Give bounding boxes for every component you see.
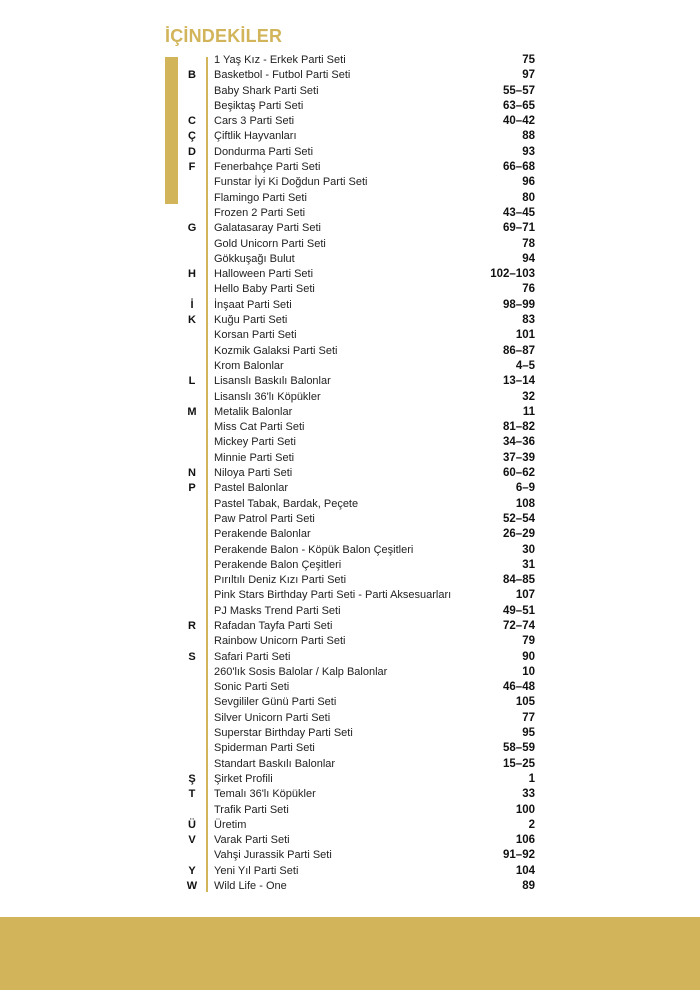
toc-page-number: 66–68 <box>503 161 535 174</box>
toc-entry-label[interactable]: Safari Parti Seti <box>214 650 291 663</box>
section-letter: G <box>187 222 197 235</box>
toc-row[interactable] <box>0 481 700 496</box>
toc-page-number: 104 <box>515 864 535 877</box>
toc-row[interactable] <box>0 221 700 236</box>
toc-page-number: 33 <box>522 788 535 801</box>
toc-row[interactable] <box>0 191 700 206</box>
toc-page-number: 78 <box>522 237 535 250</box>
section-letter: Ş <box>188 772 196 785</box>
toc-page-number: 93 <box>522 145 535 158</box>
toc-row[interactable] <box>0 114 700 129</box>
toc-row[interactable] <box>0 848 700 863</box>
toc-page-number: 26–29 <box>503 528 535 541</box>
toc-row[interactable] <box>0 374 700 389</box>
toc-entry-label[interactable]: Basketbol - Futbol Parti Seti <box>214 69 351 82</box>
toc-page-number: 11 <box>522 405 535 418</box>
toc-entry-label[interactable]: Fenerbahçe Parti Seti <box>214 161 321 174</box>
toc-entry-label[interactable]: Silver Unicorn Parti Seti <box>214 711 331 724</box>
toc-entry-label[interactable]: 1 Yaş Kız - Erkek Parti Seti <box>214 54 346 66</box>
toc-entry-label[interactable]: Yeni Yıl Parti Seti <box>214 864 299 877</box>
toc-entry-label[interactable]: Rafadan Tayfa Parti Seti <box>214 619 333 632</box>
toc-row[interactable] <box>0 604 700 619</box>
toc-page-number: 89 <box>522 880 535 893</box>
toc-entry-label[interactable]: Lisanslı 36'lı Köpükler <box>214 390 321 403</box>
toc-row[interactable] <box>0 772 700 787</box>
toc-entry-label[interactable]: Üretim <box>214 818 247 831</box>
toc-row[interactable] <box>0 145 700 160</box>
toc-entry-label[interactable]: Kozmik Galaksi Parti Seti <box>214 344 338 357</box>
toc-row[interactable] <box>0 833 700 848</box>
toc-page-number: 4–5 <box>515 359 535 372</box>
toc-page-number: 77 <box>522 711 535 724</box>
toc-row[interactable] <box>0 451 700 466</box>
toc-page-number: 101 <box>515 329 535 342</box>
toc-page-number: 91–92 <box>503 849 535 862</box>
toc-page-number: 40–42 <box>503 115 535 128</box>
section-letter: C <box>188 115 196 128</box>
toc-page-number: 102–103 <box>490 268 535 281</box>
toc-page-number: 31 <box>522 558 535 571</box>
section-letter: H <box>188 268 196 281</box>
toc-entry-label[interactable]: Varak Parti Seti <box>214 834 290 847</box>
toc-row[interactable] <box>0 680 700 695</box>
toc-entry-label[interactable]: Baby Shark Parti Seti <box>214 84 319 97</box>
section-letter: Ç <box>188 130 196 143</box>
toc-entry-label[interactable]: Rainbow Unicorn Parti Seti <box>214 635 346 648</box>
section-letter: F <box>188 161 196 174</box>
toc-page-number: 88 <box>522 130 535 143</box>
toc-row[interactable] <box>0 741 700 756</box>
toc-entry-label[interactable]: Cars 3 Parti Seti <box>214 115 295 128</box>
toc-page-number: 98–99 <box>503 298 535 311</box>
toc-row[interactable] <box>0 879 700 894</box>
toc-entry-label[interactable]: Mickey Parti Seti <box>214 436 296 449</box>
toc-row[interactable] <box>0 267 700 282</box>
toc-row[interactable] <box>0 726 700 741</box>
toc-page-number: 90 <box>522 650 535 663</box>
section-letter: N <box>188 467 196 480</box>
toc-page-number: 80 <box>522 191 535 204</box>
toc-page-number: 15–25 <box>503 757 535 770</box>
toc-entry-label[interactable]: Krom Balonlar <box>214 359 284 372</box>
toc-entry-label[interactable]: Pastel Balonlar <box>214 482 288 495</box>
toc-page-number: 72–74 <box>503 619 535 632</box>
toc-entry-label[interactable]: Lisanslı Baskılı Balonlar <box>214 375 331 388</box>
toc-entry-label[interactable]: Çiftlik Hayvanları <box>214 130 297 143</box>
toc-entry-label[interactable]: Dondurma Parti Seti <box>214 145 314 158</box>
toc-row[interactable] <box>0 757 700 772</box>
section-letter: B <box>188 69 196 82</box>
section-letter: İ <box>190 298 194 311</box>
section-letter: K <box>188 314 196 327</box>
toc-entry-label[interactable]: Beşiktaş Parti Seti <box>214 99 304 112</box>
toc-entry-label[interactable]: Pastel Tabak, Bardak, Peçete <box>214 497 359 510</box>
toc-page-number: 84–85 <box>503 574 535 587</box>
section-letter: M <box>187 405 197 418</box>
toc-row[interactable] <box>0 634 700 649</box>
toc-entry-label[interactable]: Kuğu Parti Seti <box>214 314 288 327</box>
toc-entry-label[interactable]: Spiderman Parti Seti <box>214 742 315 755</box>
toc-entry-label[interactable]: Miss Cat Parti Seti <box>214 421 305 434</box>
toc-page-number: 83 <box>522 314 535 327</box>
toc-page-number: 58–59 <box>503 742 535 755</box>
toc-page-number: 34–36 <box>503 436 535 449</box>
toc-entry-label[interactable]: Pırıltılı Deniz Kızı Parti Seti <box>214 574 347 587</box>
toc-page-number: 55–57 <box>503 84 535 97</box>
toc-entry-label[interactable]: Galatasaray Parti Seti <box>214 222 321 235</box>
toc-row[interactable] <box>0 711 700 726</box>
toc-page-number: 76 <box>522 283 535 296</box>
toc-page-number: 100 <box>515 803 535 816</box>
section-letter: R <box>188 619 196 632</box>
toc-row[interactable] <box>0 695 700 710</box>
toc-entry-label[interactable]: Flamingo Parti Seti <box>214 191 307 204</box>
toc-page-number: 96 <box>522 176 535 189</box>
toc-row[interactable] <box>0 864 700 879</box>
toc-entry-label[interactable]: Minnie Parti Seti <box>214 451 295 464</box>
toc-row[interactable] <box>0 803 700 818</box>
toc-entry-label[interactable]: Korsan Parti Seti <box>214 329 297 342</box>
toc-page-number: 49–51 <box>503 604 535 617</box>
toc-page-number: 108 <box>515 497 535 510</box>
toc-row[interactable] <box>0 650 700 665</box>
toc-row[interactable] <box>0 344 700 359</box>
toc-entry-label[interactable]: Şirket Profili <box>214 772 273 785</box>
toc-row[interactable] <box>0 160 700 175</box>
toc-entry-label[interactable]: Niloya Parti Seti <box>214 467 293 480</box>
toc-page-number: 46–48 <box>503 681 535 694</box>
toc-page-number: 13–14 <box>503 375 535 388</box>
section-letter: T <box>188 788 196 801</box>
toc-page-number: 94 <box>522 252 535 265</box>
toc-page-number: 63–65 <box>503 99 535 112</box>
toc-entry-label[interactable]: Gökkuşağı Bulut <box>214 252 295 265</box>
toc-row[interactable] <box>0 206 700 221</box>
toc-row[interactable] <box>0 84 700 99</box>
toc-entry-label[interactable]: Perakende Balon - Köpük Balon Çeşitleri <box>214 543 414 556</box>
toc-row[interactable] <box>0 390 700 405</box>
toc-row[interactable] <box>0 252 700 267</box>
toc-row[interactable] <box>0 68 700 83</box>
toc-entry-label[interactable]: Funstar İyi Ki Doğdun Parti Seti <box>214 176 368 189</box>
toc-row[interactable] <box>0 787 700 802</box>
toc-entry-label[interactable]: Wild Life - One <box>214 880 287 893</box>
toc-row[interactable] <box>0 512 700 527</box>
section-letter: L <box>188 375 196 388</box>
toc-entry-label[interactable]: Sonic Parti Seti <box>214 681 290 694</box>
section-letter: Ü <box>188 818 196 831</box>
toc-page-number: 95 <box>522 727 535 740</box>
toc-page-number: 37–39 <box>503 451 535 464</box>
toc-row[interactable] <box>0 573 700 588</box>
section-letter: P <box>188 482 196 495</box>
toc-page-number: 105 <box>515 696 535 709</box>
toc-page-number: 6–9 <box>515 482 535 495</box>
toc-page-number: 106 <box>515 834 535 847</box>
toc-entry-label[interactable]: Metalik Balonlar <box>214 405 293 418</box>
toc-row[interactable] <box>0 665 700 680</box>
toc-row[interactable] <box>0 129 700 144</box>
toc-page-number: 43–45 <box>503 206 535 219</box>
toc-row[interactable] <box>0 619 700 634</box>
toc-row[interactable] <box>0 405 700 420</box>
toc-row[interactable] <box>0 588 700 603</box>
toc-entry-label[interactable]: 260'lık Sosis Balolar / Kalp Balonlar <box>214 665 388 678</box>
toc-page-number: 1 <box>528 772 535 785</box>
section-letter: S <box>188 650 196 663</box>
toc-row[interactable] <box>0 237 700 252</box>
toc-entry-label[interactable]: Superstar Birthday Parti Seti <box>214 727 353 740</box>
toc-entry-label[interactable]: Gold Unicorn Parti Seti <box>214 237 326 250</box>
toc-page-number: 10 <box>522 665 535 678</box>
toc-row[interactable] <box>0 298 700 313</box>
toc-row[interactable] <box>0 466 700 481</box>
toc-page-number: 69–71 <box>503 222 535 235</box>
toc-row[interactable] <box>0 282 700 297</box>
toc-row[interactable] <box>0 175 700 190</box>
toc-row[interactable] <box>0 313 700 328</box>
toc-entry-label[interactable]: Pink Stars Birthday Parti Seti - Parti Aksesuarları <box>214 589 452 602</box>
toc-entry-label[interactable]: Standart Baskılı Balonlar <box>214 757 336 770</box>
toc-page-number: 97 <box>522 69 535 82</box>
toc-entry-label[interactable]: Halloween Parti Seti <box>214 268 314 281</box>
toc-entry-label[interactable]: Perakende Balonlar <box>214 528 311 541</box>
toc-entry-label[interactable]: Sevgililer Günü Parti Seti <box>214 696 337 709</box>
toc-row[interactable] <box>0 527 700 542</box>
toc-entry-label[interactable]: Frozen 2 Parti Seti <box>214 206 306 219</box>
toc-row[interactable] <box>0 53 700 68</box>
toc-page-number: 32 <box>522 390 535 403</box>
toc-entry-label[interactable]: Vahşi Jurassik Parti Seti <box>214 849 332 862</box>
section-letter: Y <box>188 864 196 877</box>
toc-entry-label[interactable]: PJ Masks Trend Parti Seti <box>214 604 341 617</box>
section-letter: W <box>186 880 198 893</box>
table-of-contents <box>0 53 700 894</box>
toc-page-number: 30 <box>522 543 535 556</box>
toc-entry-label[interactable]: Paw Patrol Parti Seti <box>214 512 315 525</box>
toc-page-number: 81–82 <box>503 421 535 434</box>
toc-entry-label[interactable]: Hello Baby Parti Seti <box>214 283 315 296</box>
toc-page-number: 60–62 <box>503 467 535 480</box>
toc-row[interactable] <box>0 558 700 573</box>
toc-row[interactable] <box>0 543 700 558</box>
toc-page-number: 86–87 <box>503 344 535 357</box>
toc-entry-label[interactable]: Trafik Parti Seti <box>214 803 289 816</box>
toc-entry-label[interactable]: Perakende Balon Çeşitleri <box>214 558 342 571</box>
toc-row[interactable] <box>0 435 700 450</box>
toc-entry-label[interactable]: İnşaat Parti Seti <box>214 298 292 311</box>
section-letter: D <box>188 145 196 158</box>
toc-page-number: 79 <box>522 635 535 648</box>
toc-entry-label[interactable]: Temalı 36'lı Köpükler <box>214 788 316 801</box>
toc-row[interactable] <box>0 328 700 343</box>
toc-page-number: 107 <box>515 589 535 602</box>
toc-page-number: 75 <box>522 54 535 66</box>
toc-row[interactable] <box>0 818 700 833</box>
toc-page-number: 52–54 <box>503 512 535 525</box>
footer-band <box>0 917 700 990</box>
toc-page-number: 2 <box>528 818 535 831</box>
toc-row[interactable] <box>0 497 700 512</box>
toc-row[interactable] <box>0 420 700 435</box>
toc-row[interactable] <box>0 99 700 114</box>
page-title: İÇİNDEKİLER <box>165 26 283 46</box>
toc-row[interactable] <box>0 359 700 374</box>
section-letter: V <box>188 834 196 847</box>
